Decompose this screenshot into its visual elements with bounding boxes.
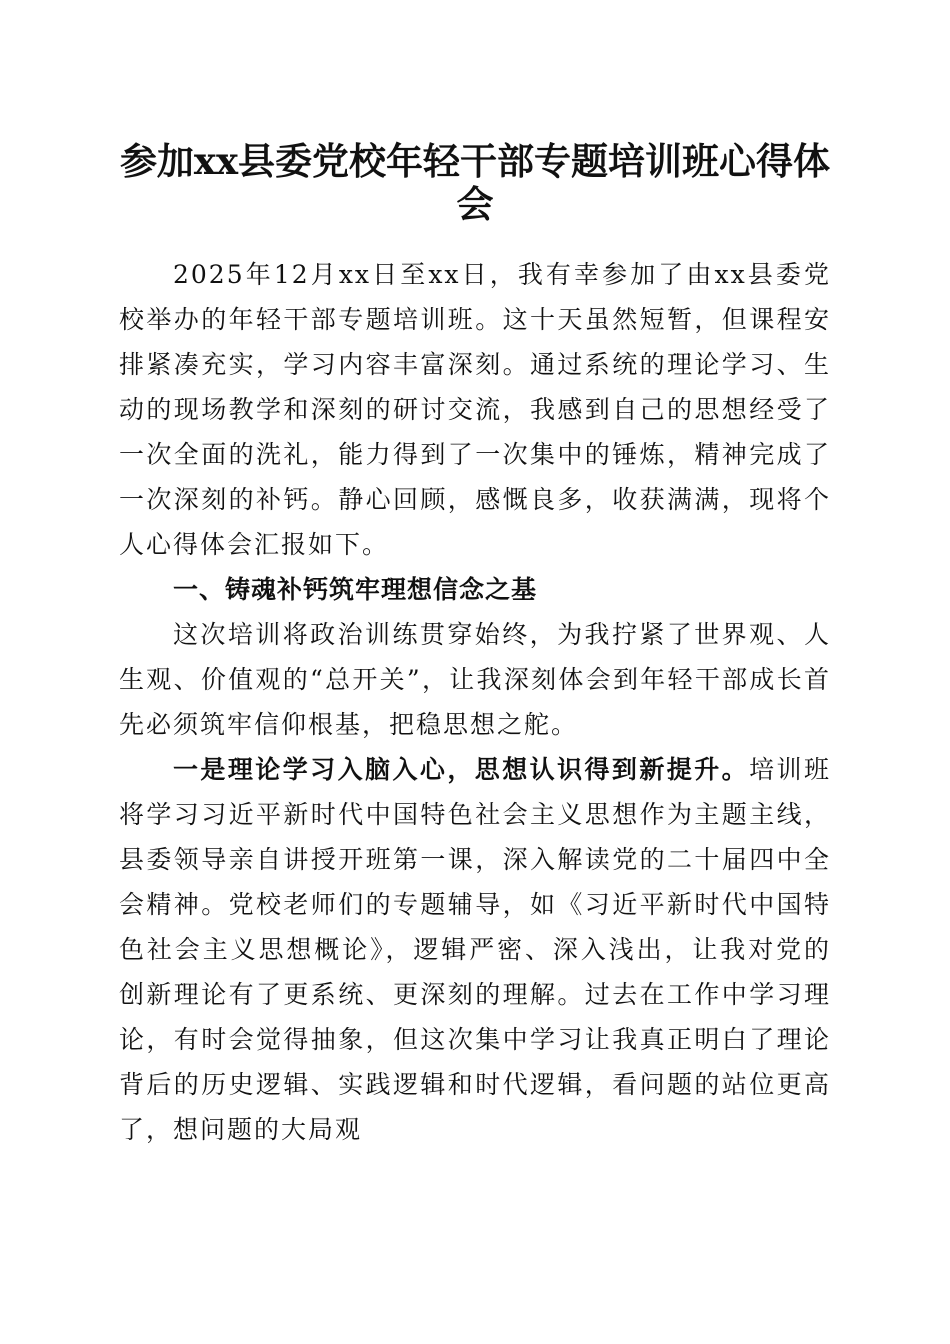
intro-paragraph: 2025年12月xx日至xx日，我有幸参加了由xx县委党校举办的年轻干部专题培训班。这十天虽然短暂，但课程安排紧凑充实，学习内容丰富深刻。通过系统的理论学习、生动的现场教学和深刻的研讨交流，我感到自己的思想经受了一次全面的洗礼，能力得到了一次集中的锤炼，精神完成了一次深刻的补钙。静心回顾，感慨良多，收获满满，现将个人心得体会汇报如下。 [119, 260, 831, 559]
point-body: 培训班将学习习近平新时代中国特色社会主义思想作为主题主线，县委领导亲自讲授开班第一课，深入解读党的二十届四中全会精神。党校老师们的专题辅导，如《习近平新时代中国特色社会主义思想概论》，逻辑严密、深入浅出，让我对党的创新理论有了更系统、更深刻的理解。过去在工作中学习理论，有时会觉得抽象，但这次集中学习让我真正明白了理论背后的历史逻辑、实践逻辑和时代逻辑，看问题的站位更高了，想问题的大局观 [119, 755, 831, 1144]
point-lead: 一是理论学习入脑入心，思想认识得到新提升。 [173, 755, 750, 784]
section-heading: 一、铸魂补钙筑牢理想信念之基 [173, 575, 538, 604]
point-paragraph [119, 747, 831, 1152]
section-paragraph: 这次培训将政治训练贯穿始终，为我拧紧了世界观、人生观、价值观的“总开关”，让我深刻体会到年轻干部成长首先必须筑牢信仰根基，把稳思想之舵。 [119, 620, 831, 739]
document-body [119, 252, 831, 1152]
document-title: 参加xx县委党校年轻干部专题培训班心得体会 [119, 139, 831, 226]
